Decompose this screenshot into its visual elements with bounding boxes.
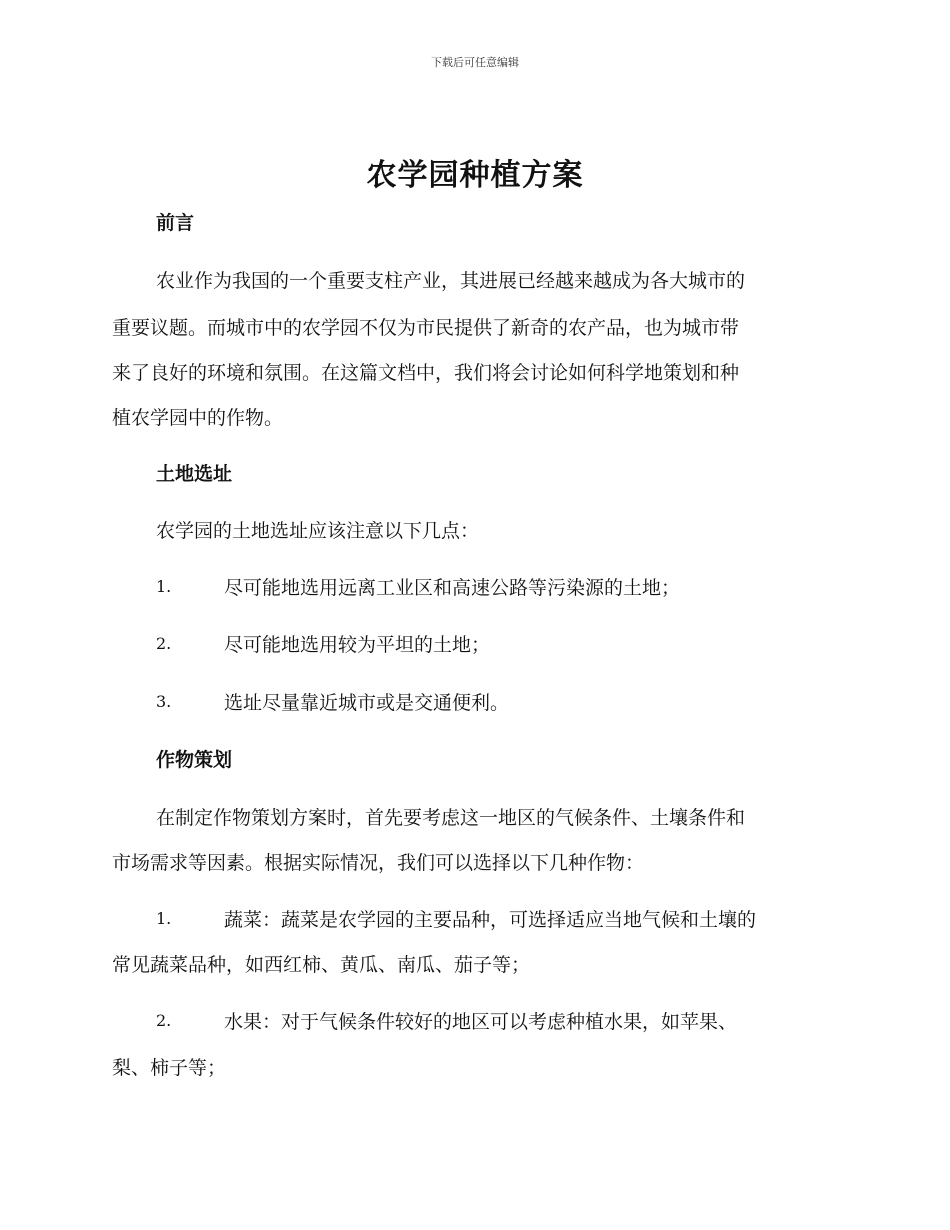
list-text: 蔬菜：蔬菜是农学园的主要品种，可选择适应当地气候和土壤的 xyxy=(224,909,757,931)
paragraph-line: 在制定作物策划方案时，首先要考虑这一地区的气候条件、土壤条件和 xyxy=(156,807,746,829)
list-text: 尽可能地选用远离工业区和高速公路等污染源的土地； xyxy=(224,577,681,599)
list-text: 选址尽量靠近城市或是交通便利。 xyxy=(224,692,510,714)
document-title: 农学园种植方案 xyxy=(366,158,584,193)
list-number: 1. xyxy=(156,909,172,928)
paragraph-line: 市场需求等因素。根据实际情况，我们可以选择以下几种作物： xyxy=(112,852,645,874)
list-number: 3. xyxy=(156,692,172,711)
paragraph-line: 农业作为我国的一个重要支柱产业，其进展已经越来越成为各大城市的 xyxy=(156,270,746,292)
list-number: 2. xyxy=(156,1011,172,1030)
list-text: 尽可能地选用较为平坦的土地； xyxy=(224,634,491,656)
list-text-continuation: 常见蔬菜品种，如西红柿、黄瓜、南瓜、茄子等； xyxy=(112,954,531,976)
paragraph-line: 重要议题。而城市中的农学园不仅为市民提供了新奇的农产品，也为城市带 xyxy=(112,317,740,339)
section-heading-site: 土地选址 xyxy=(156,463,233,485)
list-number: 1. xyxy=(156,577,172,596)
page-header-note: 下载后可任意编辑 xyxy=(431,56,519,69)
list-number: 2. xyxy=(156,634,172,653)
paragraph-line: 农学园的土地选址应该注意以下几点： xyxy=(156,520,480,542)
list-text: 水果：对于气候条件较好的地区可以考虑种植水果，如苹果、 xyxy=(224,1011,738,1033)
section-heading-crops: 作物策划 xyxy=(156,749,233,771)
section-heading-preface: 前言 xyxy=(156,212,195,234)
paragraph-line: 来了良好的环境和氛围。在这篇文档中，我们将会讨论如何科学地策划和种 xyxy=(112,362,740,384)
list-text-continuation: 梨、柿子等； xyxy=(112,1057,227,1079)
paragraph-line: 植农学园中的作物。 xyxy=(112,407,284,429)
